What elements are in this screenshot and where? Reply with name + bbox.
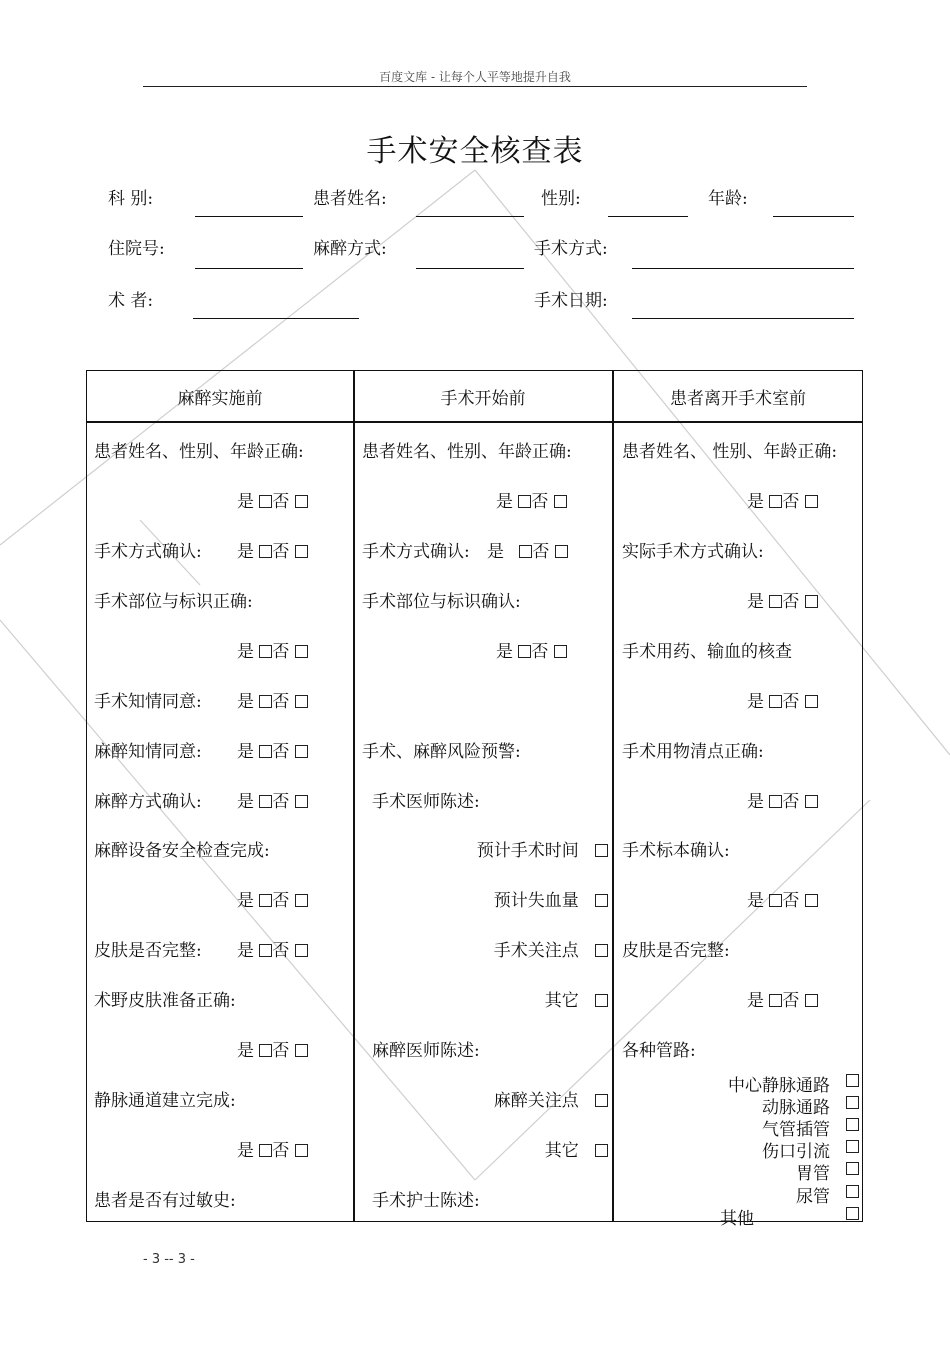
no-label: 否 [272, 891, 290, 911]
dept-label: 科 别: [108, 189, 154, 209]
anesthesia-other-label: 其它 [544, 1141, 579, 1161]
col1-iv-access-label: 静脉通道建立完成: [94, 1091, 236, 1111]
no-label: 否 [272, 642, 290, 662]
yes-label: 是 [237, 891, 254, 911]
col1-r11-yes-no [237, 936, 308, 961]
surgery-date-label: 手术日期: [534, 291, 608, 311]
col2-r5-yes-no [496, 637, 567, 662]
col2-nurse-statement-label: 手术护士陈述: [372, 1191, 480, 1211]
col1-allergy-history-label: 患者是否有过敏史: [94, 1191, 236, 1211]
anesthesia-focus-checkbox[interactable] [595, 1094, 608, 1107]
col3-r10-yes-no [747, 886, 818, 911]
no-label: 否 [532, 542, 550, 562]
tube-tracheal-checkbox[interactable] [846, 1118, 859, 1131]
surgery-other-checkbox[interactable] [595, 994, 608, 1007]
col2-surgery-other-item [400, 986, 608, 1011]
no-checkbox[interactable] [295, 645, 308, 658]
header-divider [143, 86, 807, 87]
col1-anesthesia-method-label: 麻醉方式确认: [94, 792, 202, 812]
no-checkbox[interactable] [555, 545, 568, 558]
tube-central-venous-checkbox[interactable] [846, 1074, 859, 1087]
tube-gastric-checkbox[interactable] [846, 1162, 859, 1175]
no-label: 否 [782, 991, 800, 1011]
col2-anesthetist-statement-label: 麻醉医师陈述: [372, 1041, 480, 1061]
tube-urinary-checkbox[interactable] [846, 1185, 859, 1198]
no-checkbox[interactable] [295, 745, 308, 758]
no-checkbox[interactable] [805, 495, 818, 508]
no-checkbox[interactable] [295, 1044, 308, 1057]
no-label: 否 [782, 492, 800, 512]
surgeon-field[interactable] [193, 318, 359, 319]
no-label: 否 [531, 642, 549, 662]
col1-skin-intact-label: 皮肤是否完整: [94, 941, 202, 961]
col1-skin-prep-label: 术野皮肤准备正确: [94, 991, 236, 1011]
yes-label: 是 [237, 492, 254, 512]
yes-checkbox[interactable] [769, 994, 782, 1007]
tube-gastric-label: 胃管 [796, 1164, 830, 1184]
dept-field[interactable] [195, 216, 303, 217]
col1-r15-yes-no [237, 1136, 308, 1161]
col1-header: 麻醉实施前 [177, 389, 263, 409]
yes-label: 是 [747, 692, 764, 712]
yes-label: 是 [747, 991, 764, 1011]
no-label: 否 [531, 492, 549, 512]
surgery-method-field[interactable] [632, 268, 854, 269]
col2-surgery-method-label: 手术方式确认: [362, 542, 470, 562]
header-row-divider [86, 421, 863, 423]
col3-r4-yes-no [747, 587, 818, 612]
yes-checkbox[interactable] [769, 595, 782, 608]
yes-label: 是 [237, 542, 254, 562]
yes-label: 是 [747, 792, 764, 812]
col3-r12-yes-no [747, 986, 818, 1011]
no-label: 否 [272, 542, 290, 562]
col2-header: 手术开始前 [440, 389, 526, 409]
no-checkbox[interactable] [295, 795, 308, 808]
col2-anesthesia-other-item [400, 1136, 608, 1161]
yes-label: 是 [237, 1041, 254, 1061]
yes-label: 是 [237, 941, 254, 961]
surgeon-label: 术 者: [108, 291, 154, 311]
anesthesia-method-label: 麻醉方式: [313, 239, 387, 259]
col2-site-marking-label: 手术部位与标识确认: [362, 592, 521, 612]
no-label: 否 [782, 792, 800, 812]
tube-central-venous-label: 中心静脉通路 [728, 1076, 830, 1096]
page-title: 手术安全核查表 [366, 134, 584, 169]
no-label: 否 [272, 1041, 290, 1061]
column-divider-1 [353, 370, 355, 1222]
no-label: 否 [272, 492, 290, 512]
yes-checkbox[interactable] [259, 944, 272, 957]
est-blood-loss-checkbox[interactable] [595, 894, 608, 907]
patient-name-label: 患者姓名: [313, 189, 387, 209]
col2-est-blood-loss-item [400, 886, 608, 911]
no-checkbox[interactable] [295, 894, 308, 907]
yes-label: 是 [747, 492, 764, 512]
no-checkbox[interactable] [295, 495, 308, 508]
col1-r2-yes-no [237, 487, 308, 512]
col1-surgery-method-label: 手术方式确认: [94, 542, 202, 562]
admission-no-label: 住院号: [108, 239, 165, 259]
page-footer: - 3 -- 3 - [143, 1252, 195, 1267]
no-label: 否 [782, 891, 800, 911]
est-duration-checkbox[interactable] [595, 844, 608, 857]
tube-tracheal-label: 气管插管 [762, 1120, 830, 1140]
no-checkbox[interactable] [554, 495, 567, 508]
yes-checkbox[interactable] [259, 495, 272, 508]
no-checkbox[interactable] [295, 545, 308, 558]
no-label: 否 [272, 1141, 290, 1161]
yes-checkbox[interactable] [259, 695, 272, 708]
col1-patient-info-label: 患者姓名、性别、年龄正确: [94, 442, 304, 462]
admission-no-field[interactable] [195, 268, 303, 269]
col2-est-duration-item [400, 836, 608, 861]
gender-field[interactable] [608, 216, 688, 217]
yes-checkbox[interactable] [769, 695, 782, 708]
col3-item-count-label: 手术用物清点正确: [622, 742, 764, 762]
yes-checkbox[interactable] [259, 645, 272, 658]
yes-checkbox[interactable] [769, 495, 782, 508]
anesthesia-focus-label: 麻醉关注点 [493, 1091, 579, 1111]
col3-r2-yes-no [747, 487, 818, 512]
tube-other-checkbox[interactable] [846, 1207, 859, 1220]
col1-anesthesia-consent-label: 麻醉知情同意: [94, 742, 202, 762]
col1-surgery-consent-label: 手术知情同意: [94, 692, 202, 712]
col3-skin-intact-label: 皮肤是否完整: [622, 941, 730, 961]
anesthesia-method-field[interactable] [416, 268, 524, 269]
col1-site-marking-label: 手术部位与标识正确: [94, 592, 253, 612]
yes-checkbox[interactable] [259, 1144, 272, 1157]
gender-label: 性别: [541, 189, 581, 209]
no-checkbox[interactable] [805, 994, 818, 1007]
yes-label: 是 [237, 1141, 254, 1161]
column-divider-2 [612, 370, 614, 1222]
no-checkbox[interactable] [554, 645, 567, 658]
col1-equipment-check-label: 麻醉设备安全检查完成: [94, 841, 270, 861]
no-label: 否 [272, 941, 290, 961]
yes-label: 是 [237, 792, 254, 812]
col1-r6-yes-no [237, 687, 308, 712]
patient-name-field[interactable] [416, 216, 524, 217]
col3-tubes-label: 各种管路: [622, 1041, 696, 1061]
col1-r13-yes-no [237, 1036, 308, 1061]
no-checkbox[interactable] [295, 1144, 308, 1157]
col2-surgeon-statement-label: 手术医师陈述: [372, 792, 480, 812]
col3-actual-method-label: 实际手术方式确认: [622, 542, 764, 562]
no-checkbox[interactable] [805, 894, 818, 907]
yes-label: 是 [487, 542, 504, 562]
surgery-focus-checkbox[interactable] [595, 944, 608, 957]
no-checkbox[interactable] [805, 695, 818, 708]
yes-label: 是 [237, 742, 254, 762]
col2-r2-yes-no [496, 487, 567, 512]
col3-patient-info-label: 患者姓名、 性别、年龄正确: [622, 442, 838, 462]
est-duration-label: 预计手术时间 [476, 841, 579, 861]
tube-other-label: 其他 [720, 1209, 754, 1229]
no-checkbox[interactable] [295, 944, 308, 957]
yes-label: 是 [237, 642, 254, 662]
tube-arterial-label: 动脉通路 [762, 1098, 830, 1118]
col3-r6-yes-no [747, 687, 818, 712]
surgery-date-field[interactable] [632, 318, 854, 319]
yes-checkbox[interactable] [518, 645, 531, 658]
yes-label: 是 [747, 592, 764, 612]
tube-arterial-checkbox[interactable] [846, 1096, 859, 1109]
surgery-other-label: 其它 [544, 991, 579, 1011]
surgery-focus-label: 手术关注点 [493, 941, 579, 961]
yes-label: 是 [496, 492, 513, 512]
yes-checkbox[interactable] [769, 795, 782, 808]
no-label: 否 [272, 692, 290, 712]
col2-surgery-focus-item [400, 936, 608, 961]
tube-wound-drain-label: 伤口引流 [762, 1142, 830, 1162]
col3-header: 患者离开手术室前 [670, 389, 806, 409]
no-label: 否 [782, 592, 800, 612]
page-header: 百度文库 - 让每个人平等地提升自我 [379, 70, 571, 84]
no-checkbox[interactable] [805, 595, 818, 608]
col1-r7-yes-no [237, 737, 308, 762]
age-field[interactable] [773, 216, 854, 217]
col2-anesthesia-focus-item [400, 1086, 608, 1111]
age-label: 年龄: [708, 189, 748, 209]
yes-label: 是 [237, 692, 254, 712]
yes-checkbox[interactable] [259, 795, 272, 808]
yes-checkbox[interactable] [259, 894, 272, 907]
col1-r10-yes-no [237, 886, 308, 911]
col2-r3-yes-no [487, 537, 568, 562]
yes-checkbox[interactable] [519, 545, 532, 558]
no-label: 否 [782, 692, 800, 712]
col1-r5-yes-no [237, 637, 308, 662]
anesthesia-other-checkbox[interactable] [595, 1144, 608, 1157]
col1-r3-yes-no [237, 537, 308, 562]
est-blood-loss-label: 预计失血量 [493, 891, 579, 911]
tube-wound-drain-checkbox[interactable] [846, 1140, 859, 1153]
col3-r8-yes-no [747, 787, 818, 812]
yes-checkbox[interactable] [259, 745, 272, 758]
no-checkbox[interactable] [805, 795, 818, 808]
surgery-method-label: 手术方式: [534, 239, 608, 259]
col3-specimen-label: 手术标本确认: [622, 841, 730, 861]
yes-checkbox[interactable] [518, 495, 531, 508]
yes-checkbox[interactable] [769, 894, 782, 907]
tube-urinary-label: 尿管 [796, 1187, 830, 1207]
yes-checkbox[interactable] [259, 1044, 272, 1057]
no-label: 否 [272, 792, 290, 812]
no-label: 否 [272, 742, 290, 762]
col2-patient-info-label: 患者姓名、性别、年龄正确: [362, 442, 572, 462]
yes-checkbox[interactable] [259, 545, 272, 558]
yes-label: 是 [496, 642, 513, 662]
col1-r8-yes-no [237, 787, 308, 812]
col3-medication-check-label: 手术用药、输血的核查 [622, 642, 792, 662]
no-checkbox[interactable] [295, 695, 308, 708]
yes-label: 是 [747, 891, 764, 911]
col2-risk-warning-label: 手术、麻醉风险预警: [362, 742, 521, 762]
